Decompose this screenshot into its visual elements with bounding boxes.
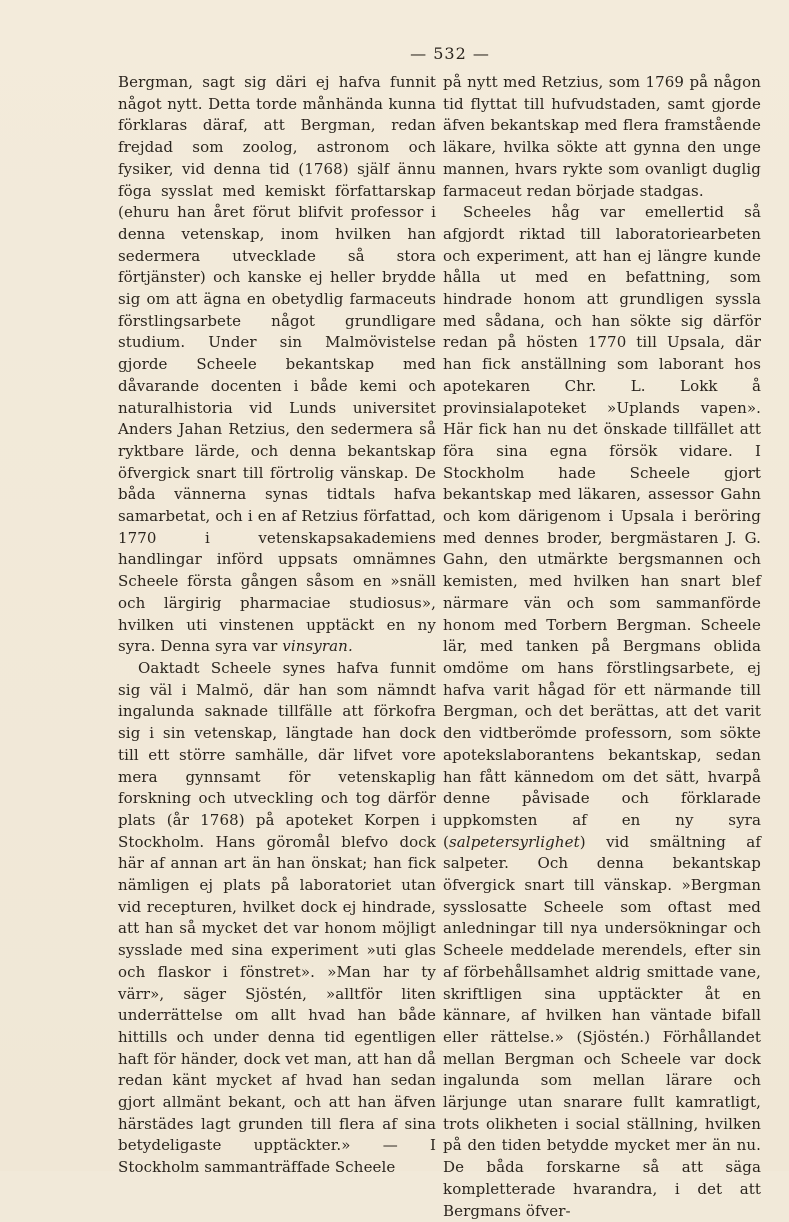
left-column xyxy=(118,72,436,1179)
left-paragraph-1-italic-term: vinsyran. xyxy=(282,637,353,656)
right-paragraph-2-text-b: ) vid smältning af salpeter. Och denna bekantskap öfvergick snart till vänskap. »Bergman sysslosatte Scheele som oftast med anledningar till nya undersökningar och Scheele meddelade merendels, efter sin af förbehållsamhet aldrig smittade vane, skriftligen sina upptäckter åt en kännare, af hvilken han väntade bifall eller rättelse.» (Sjöstén.) Förhållandet mellan Bergman och Scheele var dock ingalunda som mellan lärare och lärjunge utan snarare fullt kamratligt, trots olikheten i social ställning, hvilken på den tiden betydde mycket mer än nu. De båda forskarne så att säga kompletterade hvarandra, i det att Bergmans öfver- xyxy=(443,832,761,1220)
left-paragraph-2: Oaktadt Scheele synes hafva funnit sig väl i Malmö, där han som nämndt ingalunda saknade tillfälle att förkofra sig i sin vetenskap, längtade han dock till ett större samhälle, där lifvet vore mera gynnsamt för vetenskaplig forskning och utveckling och tog därför plats (år 1768) på apoteket Korpen i Stockholm. Hans göromål blefvo dock här af annan art än han önskat; han fick nämligen ej plats på laboratoriet utan vid recepturen, hvilket dock ej hindrade, att han så mycket det var honom möjligt sysslade med sina experiment »uti glas och flaskor i fönstret». »Man har ty värr», säger Sjöstén, »alltför liten underrättelse om allt hvad han både hittills och under denna tid egentligen haft för händer, dock vet man, att han då redan känt mycket af hvad han sedan gjort allmänt bekant, och att han äfven härstädes lagt grunden till flera af sina betydeligaste upptäckter.» — I Stockholm sammanträffade Scheele xyxy=(118,658,436,1177)
left-paragraph-1 xyxy=(118,72,436,658)
right-paragraph-1: på nytt med Retzius, som 1769 på någon tid flyttat till hufvudstaden, samt gjorde äfven bekantskap med flera framstående läkare, hvilka sökte att gynna den unge mannen, hvars rykte som ovanligt duglig farmaceut redan började stadgas. xyxy=(443,73,761,200)
right-paragraph-2-italic-term: salpetersyrlighet xyxy=(448,832,580,851)
page-number: — 532 — xyxy=(410,44,490,63)
right-column xyxy=(443,72,761,1222)
left-paragraph-1-text: Bergman, sagt sig däri ej hafva funnit något nytt. Detta torde månhända kunna förklaras däraf, att Bergman, redan frejdad som zoolog, astronom och fysiker, vid denna tid (1768) själf ännu föga sysslat med kemiskt författarskap (ehuru han året förut blifvit professor i denna vetenskap, inom hvilken han sedermera utvecklade så stora förtjänster) och kanske ej heller brydde sig om att ägna en obetydlig farmaceuts förstlingsarbete något grundligare studium. Under sin Malmövistelse gjorde Scheele bekantskap med dåvarande docenten i både kemi och naturalhistoria vid Lunds universitet Anders Jahan Retzius, den sedermera så ryktbare lärde, och denna bekantskap öfvergick snart till förtrolig vänskap. De båda vännerna synas tidtals hafva samarbetat, och i en af Retzius författad, 1770 i vetenskapsakademiens handlingar införd uppsats omnämnes Scheele första gången såsom en »snäll och lärgirig pharmaciae studiosus», hvilken uti vinstenen upptäckt en ny syra. Denna syra var xyxy=(118,73,436,656)
right-paragraph-2-text-a: Scheeles håg var emellertid så afgjordt riktad till laboratoriearbeten och experiment, att han ej längre kunde hålla ut med en befattning, som hindrade honom att grundligen syssla med sådana, och han sökte sig därför redan på hösten 1770 till Upsala, där han fick anställning som laborant hos apotekaren Chr. L. Lokk å provinsialapoteket »Uplands vapen». Här fick han nu det önskade tillfället att föra sina egna försök vidare. I Stockholm hade Scheele gjort bekantskap med läkaren, assessor Gahn och kom därigenom i Upsala i beröring med dennes broder, bergmästaren J. G. Gahn, den utmärkte bergsmannen och kemisten, med hvilken han snart blef närmare vän och som sammanförde honom med Torbern Bergman. Scheele lär, med tanken på Bergmans oblida omdöme om hans förstlingsarbete, ej hafva varit hågad för ett närmande till Bergman, och det berättas, att det varit den vidtberömde professorn, som sökte apotekslaborantens bekantskap, sedan han fått kännedom om det sätt, hvarpå denne påvisade och förklarade uppkomsten af en ny syra ( xyxy=(443,203,761,851)
right-paragraph-2 xyxy=(443,202,761,1222)
